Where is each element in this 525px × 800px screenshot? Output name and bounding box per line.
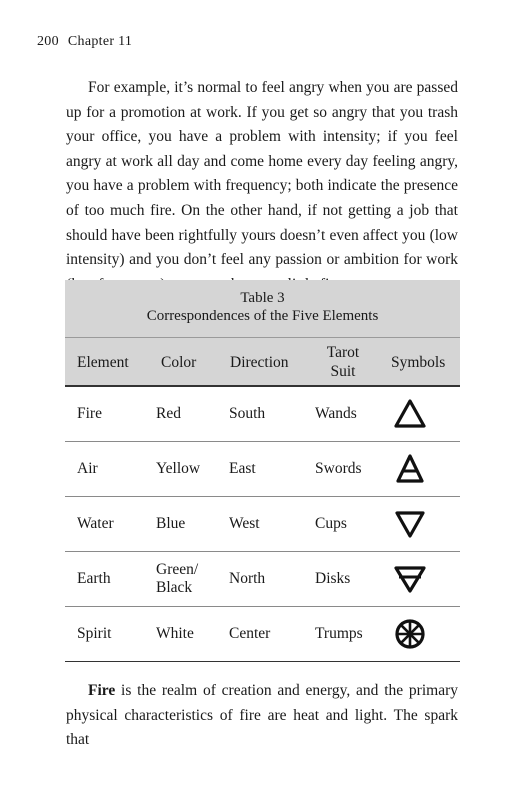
- cell-direction: North: [229, 570, 266, 587]
- cell-direction: West: [229, 515, 260, 532]
- water-triangle-icon: [387, 497, 433, 551]
- lead-word: Fire: [88, 682, 116, 699]
- header-tarot-suit: [315, 338, 371, 386]
- header-symbols: Symbols: [391, 353, 446, 371]
- cell-tarot-suit: Cups: [315, 515, 347, 532]
- table-row: [65, 607, 460, 662]
- running-head: [37, 34, 141, 50]
- cell-element: Water: [77, 515, 114, 532]
- table-row: [65, 387, 460, 442]
- cell-color: Red: [156, 405, 181, 422]
- table-row: [65, 442, 460, 497]
- header-tarot-suit-line2: Suit: [330, 363, 356, 380]
- body-paragraph-1: For example, it’s normal to feel angry when you are passed up for a promotion at work. If you get so angry that you trash your office, you have a problem with intensity; if you feel angry at work all day and come home every day feeling angry, you have a problem with frequency; both indicate the presence of too much fire. On the other hand, if not getting a job that should have been rightfully yours doesn’t even affect you (low intensity) and you don’t feel any passion or ambition for work: [66, 79, 458, 269]
- header-element: Element: [77, 353, 129, 371]
- body-paragraph-2: [66, 679, 458, 753]
- page-number: 200: [37, 34, 59, 49]
- cell-direction: East: [229, 460, 256, 477]
- cell-tarot-suit: Wands: [315, 405, 357, 422]
- chapter-title: Chapter 11: [67, 34, 133, 49]
- spirit-wheel-icon: [387, 607, 433, 661]
- table-header-band: [65, 280, 460, 385]
- header-color: Color: [161, 353, 197, 371]
- cell-element: Spirit: [77, 625, 112, 642]
- table-row: [65, 497, 460, 552]
- table-caption: [65, 289, 460, 325]
- cell-color: Yellow: [156, 460, 201, 477]
- cell-tarot-suit: Trumps: [315, 625, 363, 642]
- air-triangle-icon: [387, 442, 433, 496]
- fire-triangle-icon: [387, 387, 433, 441]
- cell-color: White: [156, 625, 194, 642]
- header-tarot-suit-line1: Tarot: [326, 344, 360, 361]
- cell-color: [156, 552, 216, 606]
- cell-direction: Center: [229, 625, 271, 642]
- cell-element: Earth: [77, 570, 111, 587]
- elements-table: [65, 280, 460, 662]
- cell-element: Air: [77, 460, 98, 477]
- cell-tarot-suit: Disks: [315, 570, 351, 587]
- earth-triangle-icon: [387, 552, 433, 606]
- table-title: Correspondences of the Five Elements: [146, 308, 379, 324]
- table-row: [65, 552, 460, 607]
- table-column-headers: [65, 337, 460, 386]
- header-direction: Direction: [230, 353, 289, 371]
- table-number: Table 3: [240, 290, 285, 306]
- cell-element: Fire: [77, 405, 102, 422]
- cell-direction: South: [229, 405, 266, 422]
- paragraph-2-text: is the realm of creation and energy, and the primary physical characteristics of fire are heat and light. The spark that: [66, 682, 458, 749]
- cell-color: Blue: [156, 515, 186, 532]
- cell-color-text: Green/ Black: [156, 561, 199, 596]
- cell-tarot-suit: Swords: [315, 460, 362, 477]
